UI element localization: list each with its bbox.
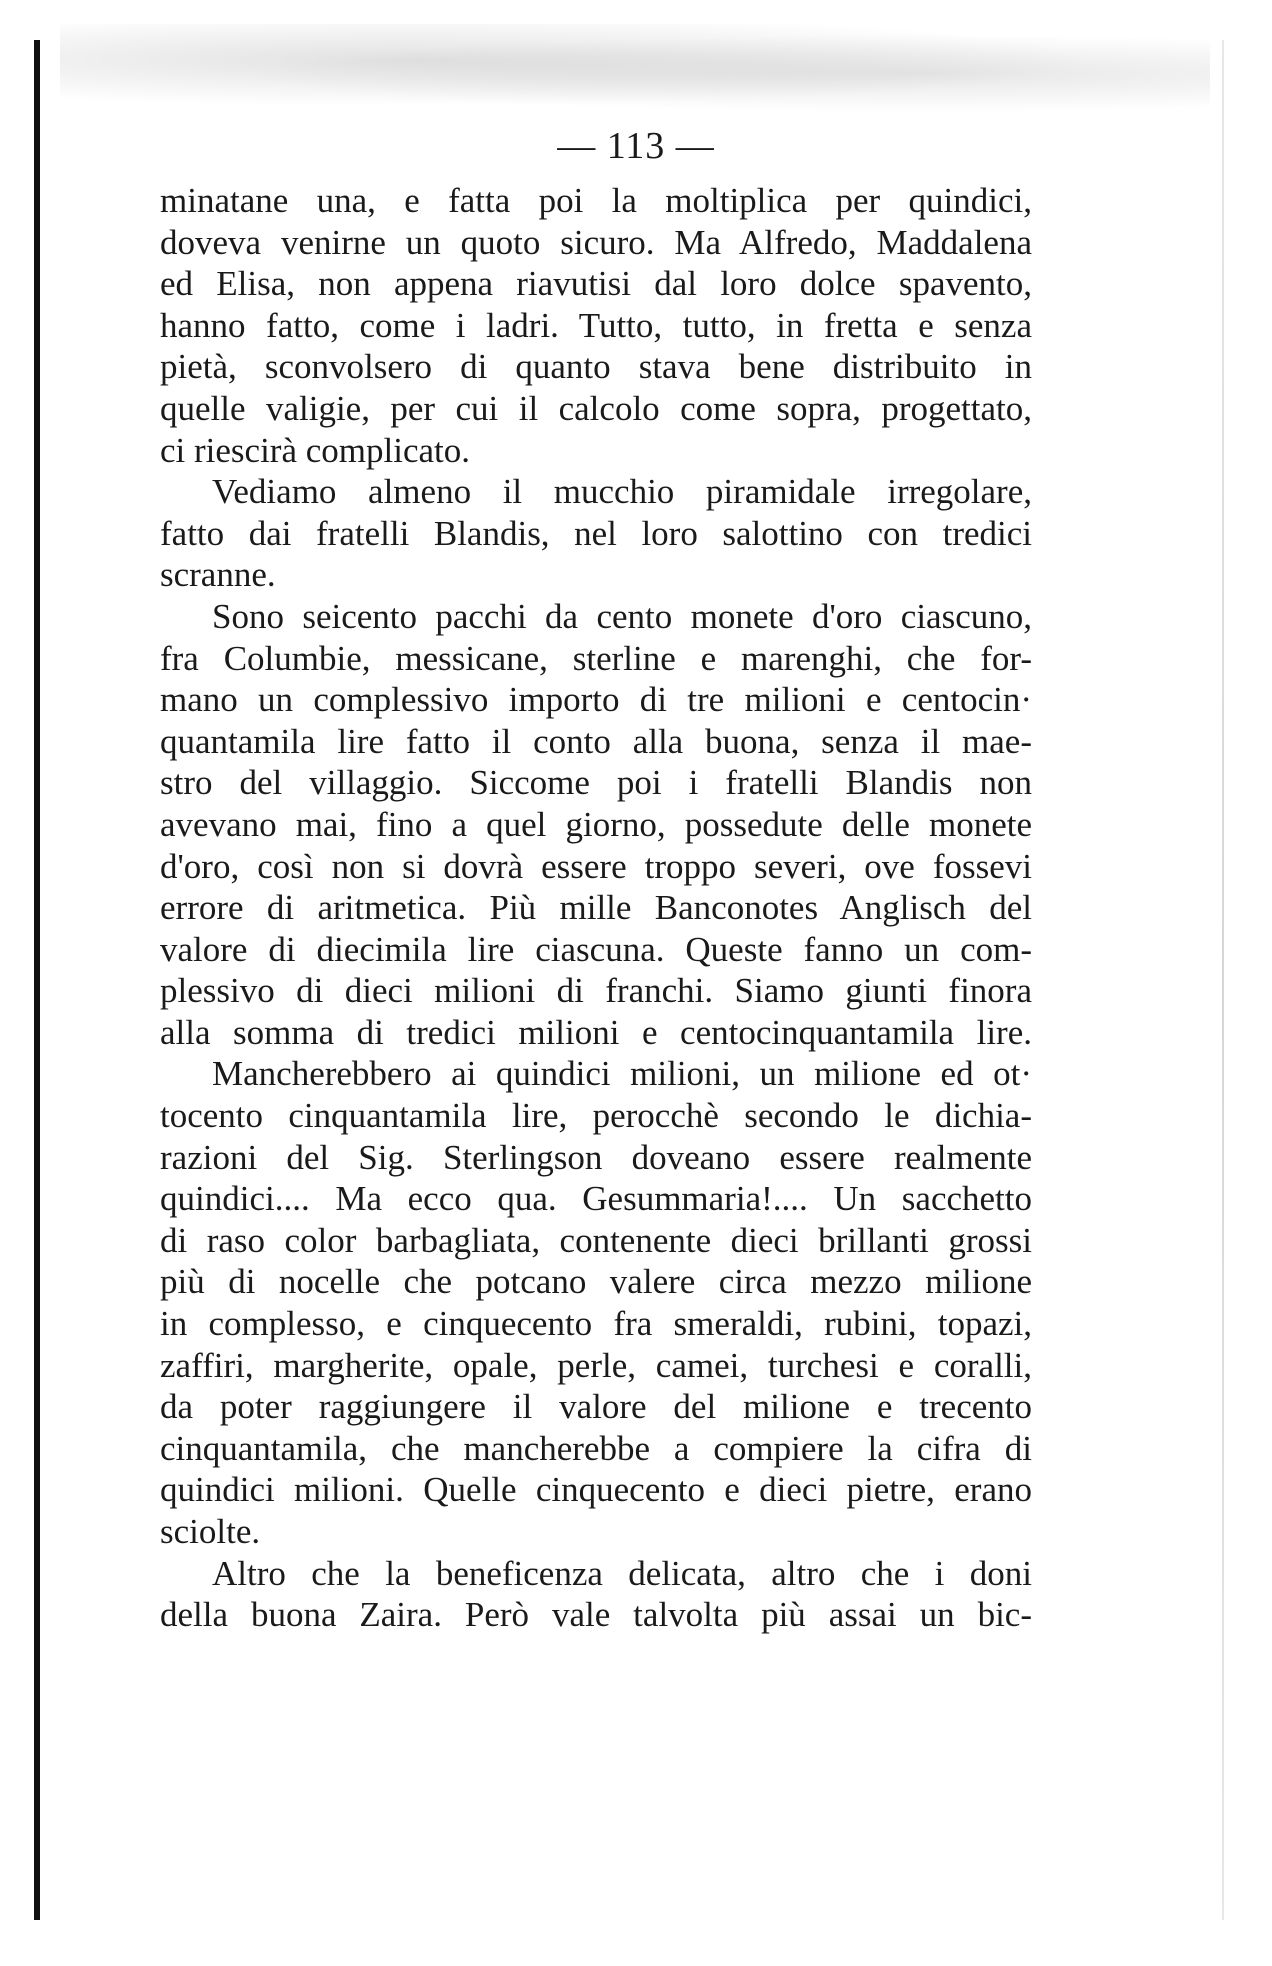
text-line: più di nocelle che potcano valere circa mezzo milione [160,1262,1032,1302]
text-line: quindici milioni. Quelle cinquecento e dieci pietre, erano [160,1470,1032,1510]
text-line: alla somma di tredici milioni e centocinquantamila lire. [160,1012,1032,1052]
text-line: fatto dai fratelli Blandis, nel loro salottino con tredici [160,513,1032,553]
text-line: cinquantamila, che mancherebbe a compiere la cifra di [160,1428,1032,1468]
text-line: quantamila lire fatto il conto alla buona, senza il mae- [160,721,1032,761]
text-line: quindici.... Ma ecco qua. Gesummaria!.... Un sacchetto [160,1179,1032,1219]
text-line: razioni del Sig. Sterlingson doveano essere realmente [160,1137,1032,1177]
body-text [160,180,1032,1636]
text-line: scranne. [160,555,276,595]
text-line: quelle valigie, per cui il calcolo come sopra, progettato, [160,388,1032,428]
text-line: hanno fatto, come i ladri. Tutto, tutto, in fretta e senza [160,305,1032,345]
text-line: della buona Zaira. Però vale talvolta più assai un bic- [160,1595,1032,1635]
text-line: ed Elisa, non appena riavutisi dal loro dolce spavento, [160,264,1032,304]
binding-edge [34,40,40,1920]
text-line: plessivo di dieci milioni di franchi. Siamo giunti finora [160,971,1032,1011]
text-line: fra Columbie, messicane, sterline e marenghi, che for- [160,638,1032,678]
text-line: avevano mai, fino a quel giorno, possedute delle monete [160,804,1032,844]
text-line: Vediamo almeno il mucchio piramidale irregolare, [212,472,1032,512]
text-line: Altro che la beneficenza delicata, altro che i doni [212,1553,1032,1593]
text-line: da poter raggiungere il valore del milione e trecento [160,1387,1032,1427]
text-line: pietà, sconvolsero di quanto stava bene distribuito in [160,347,1032,387]
page-edge [1222,40,1224,1920]
text-line: ci riescirà complicato. [160,430,470,470]
scan-smudge [60,24,1210,114]
text-line: stro del villaggio. Siccome poi i fratelli Blandis non [160,763,1032,803]
text-line: mano un complessivo importo di tre milioni e centocin· [160,680,1032,720]
text-line: Mancherebbero ai quindici milioni, un milione ed ot· [212,1054,1032,1094]
text-line: d'oro, così non si dovrà essere troppo severi, ove fossevi [160,846,1032,886]
text-line: sciolte. [160,1512,261,1551]
text-line: Sono seicento pacchi da cento monete d'oro ciascuno, [212,596,1032,636]
text-line: errore di aritmetica. Più mille Banconotes Anglisch del [160,888,1032,928]
text-line: doveva venirne un quoto sicuro. Ma Alfredo, Maddalena [160,222,1032,262]
text-line: valore di diecimila lire ciascuna. Queste fanno un com- [160,929,1032,969]
text-line: in complesso, e cinquecento fra smeraldi, rubini, topazi, [160,1304,1032,1344]
text-line: di raso color barbagliata, contenente dieci brillanti grossi [160,1220,1032,1260]
text-line: minatane una, e fatta poi la moltiplica per quindici, [160,181,1032,220]
text-line: tocento cinquantamila lire, perocchè secondo le dichia- [160,1096,1032,1136]
text-line: zaffiri, margherite, opale, perle, camei, turchesi e coralli, [160,1345,1032,1385]
page-number: — 113 — [557,125,715,167]
